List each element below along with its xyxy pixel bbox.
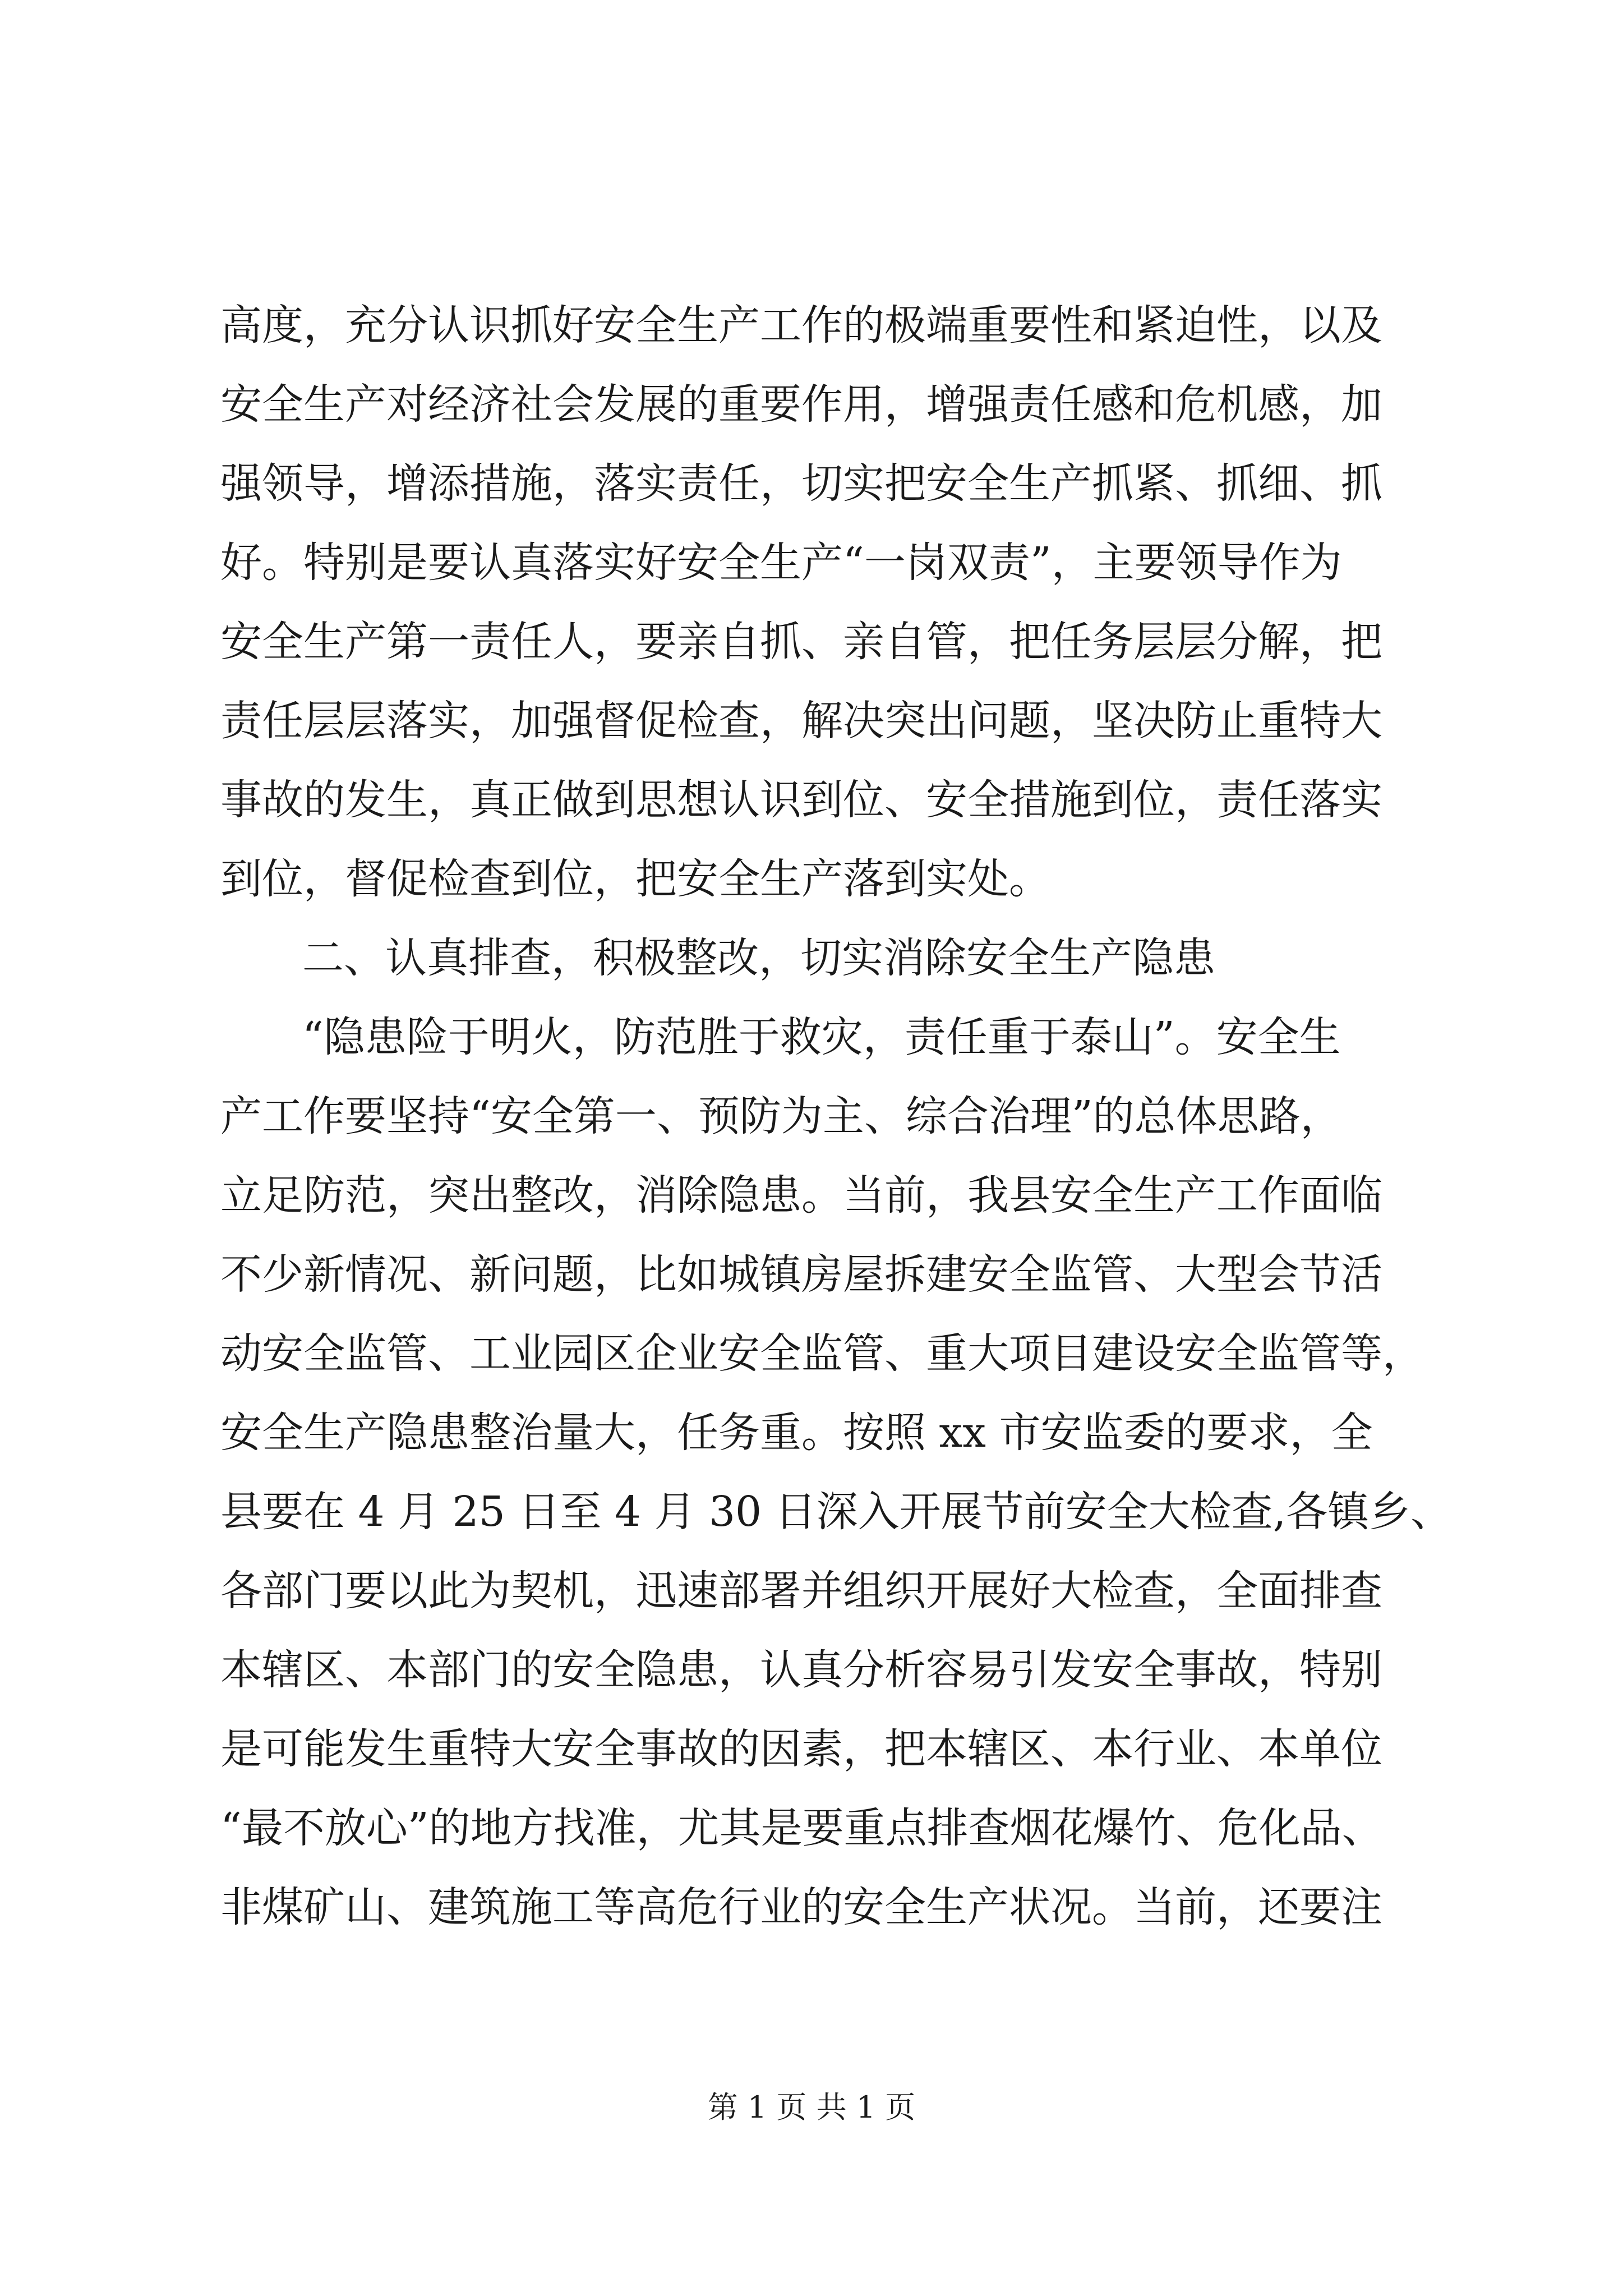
text-line: 立足防范，突出整改，消除隐患。当前，我县安全生产工作面临 bbox=[220, 1171, 1382, 1220]
text-line: 强领导，增添措施，落实责任，切实把安全生产抓紧、抓细、抓 bbox=[220, 459, 1382, 508]
text-line: 非煤矿山、建筑施工等高危行业的安全生产状况。当前，还要注 bbox=[220, 1883, 1382, 1931]
text-line: 安全生产对经济社会发展的重要作用，增强责任感和危机感，加 bbox=[220, 380, 1382, 429]
page-footer bbox=[0, 2088, 1623, 2127]
text-line: “最不放心”的地方找准，尤其是要重点排查烟花爆竹、危化品、 bbox=[220, 1804, 1384, 1852]
text-line: 不少新情况、新问题，比如城镇房屋拆建安全监管、大型会节活 bbox=[220, 1250, 1382, 1299]
text-line: 到位，督促检查到位，把安全生产落到实处。 bbox=[220, 855, 1050, 903]
text-line: 产工作要坚持“安全第一、预防为主、综合治理”的总体思路， bbox=[220, 1092, 1342, 1140]
section-heading: 二、认真排查，积极整改，切实消除安全生产隐患 bbox=[302, 934, 1215, 982]
page-number-label: 第 1 页 共 1 页 bbox=[707, 2090, 916, 2125]
text-line: 安全生产第一责任人，要亲自抓、亲自管，把任务层层分解，把 bbox=[220, 618, 1382, 666]
text-line: 责任层层落实，加强督促检查，解决突出问题，坚决防止重特大 bbox=[220, 697, 1382, 745]
text-line: 本辖区、本部门的安全隐患，认真分析容易引发安全事故，特别 bbox=[220, 1646, 1382, 1694]
text-line: 各部门要以此为契机，迅速部署并组织开展好大检查，全面排查 bbox=[220, 1567, 1382, 1615]
body-text bbox=[220, 286, 1453, 1947]
text-line: 好。特别是要认真落实好安全生产“一岗双责”，主要领导作为 bbox=[220, 539, 1342, 587]
text-line: 县要在 4 月 25 日至 4 月 30 日深入开展节前安全大检查,各镇乡、 bbox=[220, 1488, 1453, 1536]
text-line: 动安全监管、工业园区企业安全监管、重大项目建设安全监管等， bbox=[220, 1329, 1424, 1378]
text-line: 是可能发生重特大安全事故的因素，把本辖区、本行业、本单位 bbox=[220, 1725, 1382, 1773]
text-line: 事故的发生，真正做到思想认识到位、安全措施到位，责任落实 bbox=[220, 776, 1382, 824]
text-line: 高度，充分认识抓好安全生产工作的极端重要性和紧迫性，以及 bbox=[220, 301, 1382, 349]
text-line: 安全生产隐患整治量大，任务重。按照 xx 市安监委的要求，全 bbox=[220, 1409, 1373, 1457]
paragraph-first-line: “隐患险于明火，防范胜于救灾，责任重于泰山”。安全生 bbox=[302, 1013, 1341, 1061]
